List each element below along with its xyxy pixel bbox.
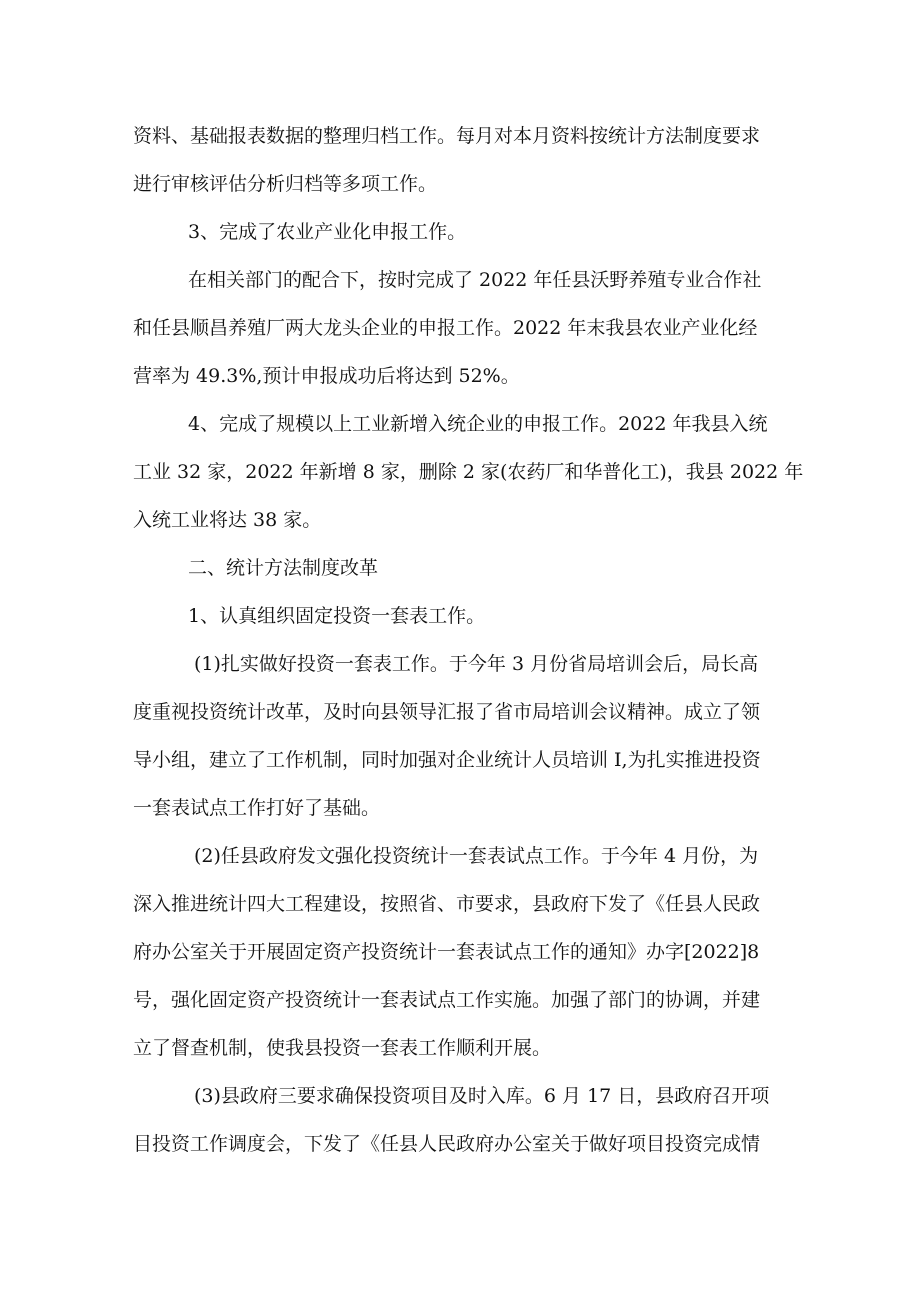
text-line: 目投资工作调度会，下发了《任县人民政府办公室关于做好项目投资完成情 xyxy=(133,1133,761,1155)
text-line: 度重视投资统计改革，及时向县领导汇报了省市局培训会议精神。成立了领 xyxy=(133,701,761,723)
text-line: (3)县政府三要求确保投资项目及时入库。6 月 17 日，县政府召开项 xyxy=(194,1085,770,1107)
text-line: 和任县顺昌养殖厂两大龙头企业的申报工作。2022 年末我县农业产业化经 xyxy=(133,317,758,339)
text-line: 3、完成了农业产业化申报工作。 xyxy=(188,221,467,243)
section-heading: 二、统计方法制度改革 xyxy=(188,557,379,579)
text-line: 一套表试点工作打好了基础。 xyxy=(133,797,381,819)
text-line: 立了督查机制，使我县投资一套表工作顺利开展。 xyxy=(133,1037,552,1059)
text-line: 营率为 49.3%,预计申报成功后将达到 52%。 xyxy=(133,365,520,387)
text-line: 在相关部门的配合下，按时完成了 2022 年任县沃野养殖专业合作社 xyxy=(188,269,762,291)
text-line: (2)任县政府发文强化投资统计一套表试点工作。于今年 4 月份，为 xyxy=(194,845,759,867)
text-line: 资料、基础报表数据的整理归档工作。每月对本月资料按统计方法制度要求 xyxy=(133,125,761,147)
text-line: 导小组，建立了工作机制，同时加强对企业统计人员培训 I,为扎实推进投资 xyxy=(133,749,761,771)
text-line: 进行审核评估分析归档等多项工作。 xyxy=(133,173,438,195)
text-line: 府办公室关于开展固定资产投资统计一套表试点工作的通知》办字[2022]8 xyxy=(133,941,760,963)
text-line: 工业 32 家，2022 年新增 8 家，删除 2 家(农药厂和华普化工)，我县 2022 年 xyxy=(133,461,804,483)
subsection-heading: 1、认真组织固定投资一套表工作。 xyxy=(188,605,486,627)
text-line: 号，强化固定资产投资统计一套表试点工作实施。加强了部门的协调，并建 xyxy=(133,989,761,1011)
text-line: (1)扎实做好投资一套表工作。于今年 3 月份省局培训会后，局长高 xyxy=(194,653,759,675)
text-line: 入统工业将达 38 家。 xyxy=(133,509,322,531)
text-line: 深入推进统计四大工程建设，按照省、市要求，县政府下发了《任县人民政 xyxy=(133,893,761,915)
text-line: 4、完成了规模以上工业新增入统企业的申报工作。2022 年我县入统 xyxy=(188,413,768,435)
